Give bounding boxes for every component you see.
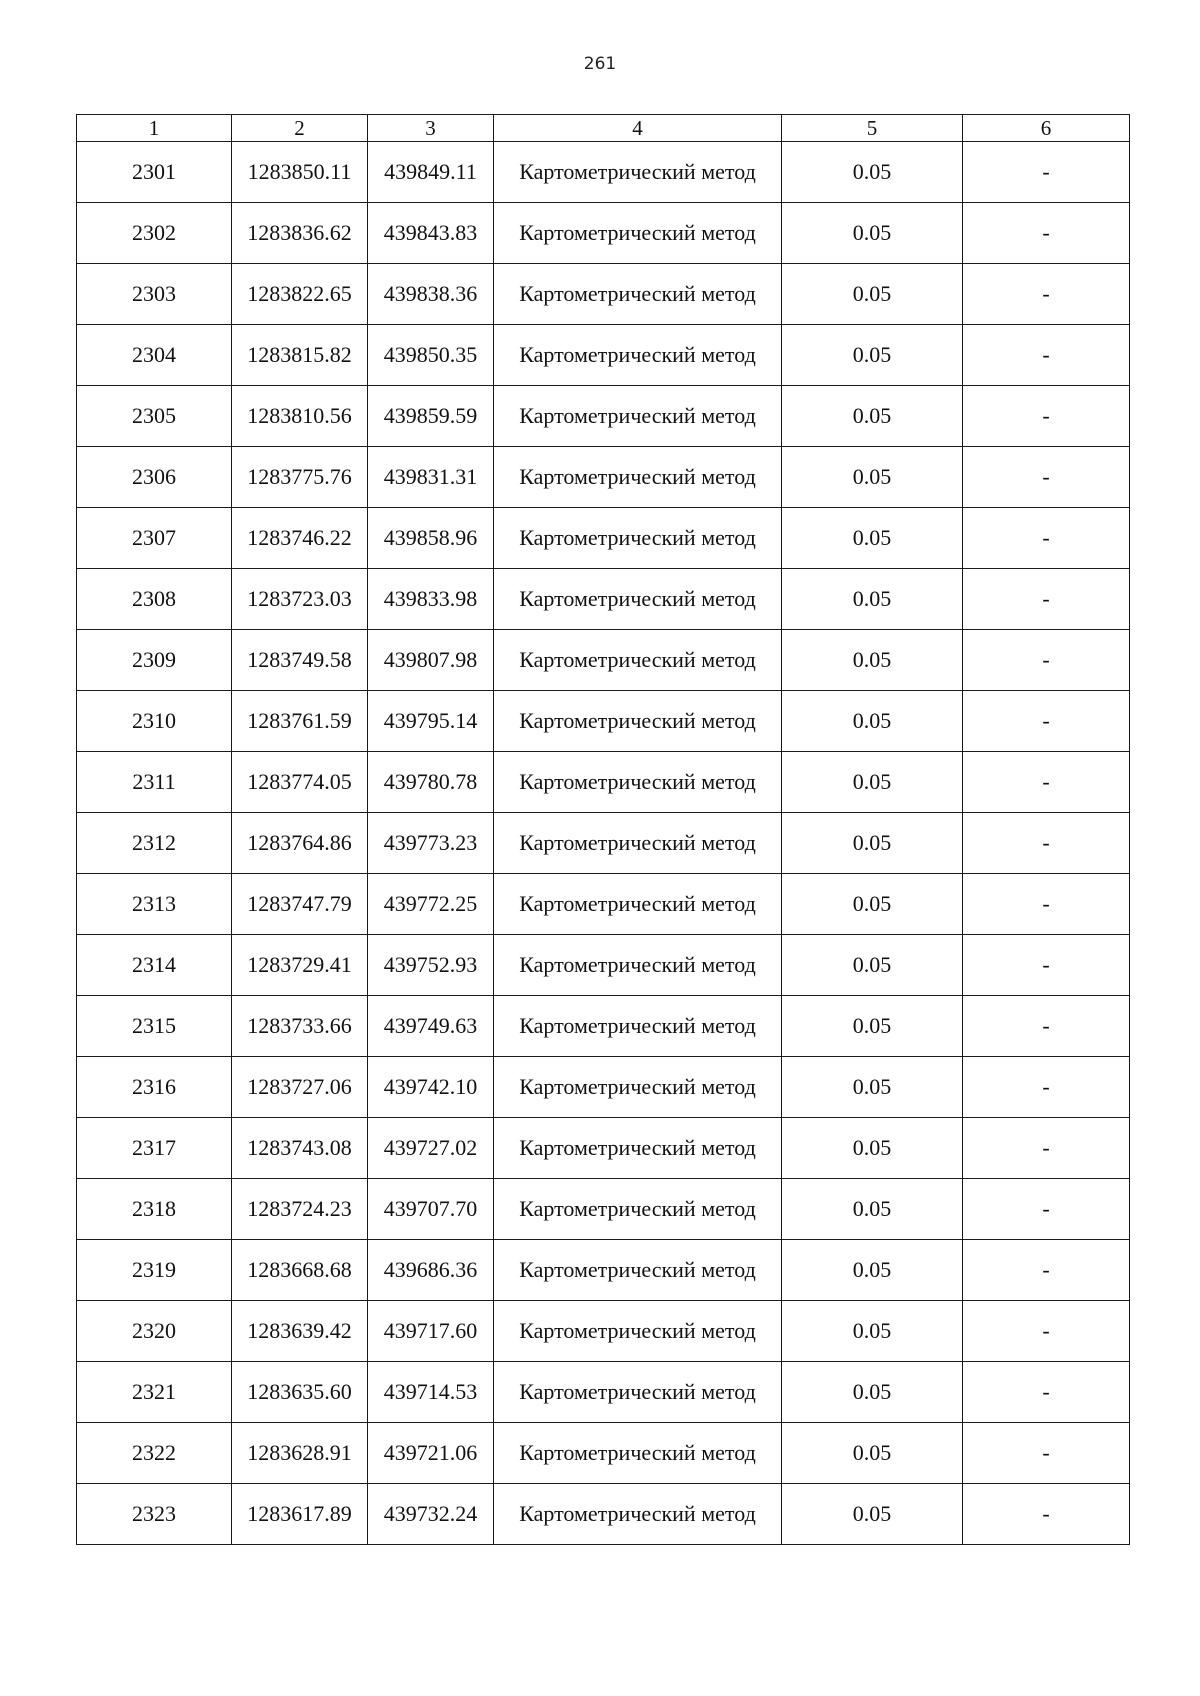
note-cell: - (963, 203, 1130, 264)
y-coordinate-cell: 439732.24 (368, 1484, 494, 1545)
table-row (77, 569, 1130, 630)
column-header-2: 2 (232, 115, 368, 142)
y-coordinate-cell: 439752.93 (368, 935, 494, 996)
table-row (77, 630, 1130, 691)
method-cell: Картометрический метод (494, 386, 782, 447)
x-coordinate-cell: 1283815.82 (232, 325, 368, 386)
table-row (77, 1362, 1130, 1423)
x-coordinate-cell: 1283822.65 (232, 264, 368, 325)
note-cell: - (963, 1057, 1130, 1118)
accuracy-cell: 0.05 (782, 630, 963, 691)
y-coordinate-cell: 439831.31 (368, 447, 494, 508)
note-cell: - (963, 1484, 1130, 1545)
x-coordinate-cell: 1283733.66 (232, 996, 368, 1057)
note-cell: - (963, 1118, 1130, 1179)
method-cell: Картометрический метод (494, 1118, 782, 1179)
method-cell: Картометрический метод (494, 752, 782, 813)
header-row (77, 115, 1130, 142)
point-number-cell: 2316 (77, 1057, 232, 1118)
note-cell: - (963, 691, 1130, 752)
table-row (77, 386, 1130, 447)
table-row (77, 142, 1130, 203)
x-coordinate-cell: 1283761.59 (232, 691, 368, 752)
accuracy-cell: 0.05 (782, 1118, 963, 1179)
method-cell: Картометрический метод (494, 813, 782, 874)
note-cell: - (963, 264, 1130, 325)
y-coordinate-cell: 439780.78 (368, 752, 494, 813)
column-header-4: 4 (494, 115, 782, 142)
table-row (77, 1057, 1130, 1118)
table-row (77, 1484, 1130, 1545)
point-number-cell: 2305 (77, 386, 232, 447)
accuracy-cell: 0.05 (782, 996, 963, 1057)
accuracy-cell: 0.05 (782, 569, 963, 630)
method-cell: Картометрический метод (494, 1362, 782, 1423)
x-coordinate-cell: 1283764.86 (232, 813, 368, 874)
method-cell: Картометрический метод (494, 691, 782, 752)
note-cell: - (963, 935, 1130, 996)
note-cell: - (963, 752, 1130, 813)
note-cell: - (963, 569, 1130, 630)
y-coordinate-cell: 439807.98 (368, 630, 494, 691)
method-cell: Картометрический метод (494, 447, 782, 508)
table-row (77, 203, 1130, 264)
method-cell: Картометрический метод (494, 935, 782, 996)
y-coordinate-cell: 439742.10 (368, 1057, 494, 1118)
table-row (77, 874, 1130, 935)
table-row (77, 508, 1130, 569)
note-cell: - (963, 1362, 1130, 1423)
table-body (77, 142, 1130, 1545)
x-coordinate-cell: 1283810.56 (232, 386, 368, 447)
accuracy-cell: 0.05 (782, 752, 963, 813)
accuracy-cell: 0.05 (782, 813, 963, 874)
accuracy-cell: 0.05 (782, 264, 963, 325)
point-number-cell: 2302 (77, 203, 232, 264)
y-coordinate-cell: 439849.11 (368, 142, 494, 203)
accuracy-cell: 0.05 (782, 691, 963, 752)
note-cell: - (963, 874, 1130, 935)
point-number-cell: 2306 (77, 447, 232, 508)
point-number-cell: 2308 (77, 569, 232, 630)
x-coordinate-cell: 1283850.11 (232, 142, 368, 203)
accuracy-cell: 0.05 (782, 935, 963, 996)
method-cell: Картометрический метод (494, 1179, 782, 1240)
note-cell: - (963, 630, 1130, 691)
x-coordinate-cell: 1283746.22 (232, 508, 368, 569)
table-row (77, 691, 1130, 752)
y-coordinate-cell: 439714.53 (368, 1362, 494, 1423)
method-cell: Картометрический метод (494, 325, 782, 386)
note-cell: - (963, 1423, 1130, 1484)
x-coordinate-cell: 1283775.76 (232, 447, 368, 508)
accuracy-cell: 0.05 (782, 1179, 963, 1240)
x-coordinate-cell: 1283639.42 (232, 1301, 368, 1362)
table-row (77, 325, 1130, 386)
method-cell: Картометрический метод (494, 142, 782, 203)
y-coordinate-cell: 439859.59 (368, 386, 494, 447)
note-cell: - (963, 996, 1130, 1057)
y-coordinate-cell: 439833.98 (368, 569, 494, 630)
accuracy-cell: 0.05 (782, 142, 963, 203)
accuracy-cell: 0.05 (782, 508, 963, 569)
point-number-cell: 2311 (77, 752, 232, 813)
y-coordinate-cell: 439843.83 (368, 203, 494, 264)
table-row (77, 1423, 1130, 1484)
table-row (77, 1301, 1130, 1362)
method-cell: Картометрический метод (494, 630, 782, 691)
method-cell: Картометрический метод (494, 264, 782, 325)
table-row (77, 752, 1130, 813)
note-cell: - (963, 447, 1130, 508)
method-cell: Картометрический метод (494, 1240, 782, 1301)
method-cell: Картометрический метод (494, 508, 782, 569)
point-number-cell: 2318 (77, 1179, 232, 1240)
x-coordinate-cell: 1283668.68 (232, 1240, 368, 1301)
column-header-1: 1 (77, 115, 232, 142)
y-coordinate-cell: 439721.06 (368, 1423, 494, 1484)
accuracy-cell: 0.05 (782, 325, 963, 386)
point-number-cell: 2320 (77, 1301, 232, 1362)
y-coordinate-cell: 439717.60 (368, 1301, 494, 1362)
note-cell: - (963, 508, 1130, 569)
table-row (77, 264, 1130, 325)
accuracy-cell: 0.05 (782, 1423, 963, 1484)
table-row (77, 1118, 1130, 1179)
accuracy-cell: 0.05 (782, 1301, 963, 1362)
point-number-cell: 2315 (77, 996, 232, 1057)
note-cell: - (963, 1301, 1130, 1362)
accuracy-cell: 0.05 (782, 447, 963, 508)
y-coordinate-cell: 439727.02 (368, 1118, 494, 1179)
note-cell: - (963, 325, 1130, 386)
x-coordinate-cell: 1283774.05 (232, 752, 368, 813)
point-number-cell: 2310 (77, 691, 232, 752)
point-number-cell: 2321 (77, 1362, 232, 1423)
point-number-cell: 2304 (77, 325, 232, 386)
point-number-cell: 2309 (77, 630, 232, 691)
y-coordinate-cell: 439858.96 (368, 508, 494, 569)
point-number-cell: 2322 (77, 1423, 232, 1484)
x-coordinate-cell: 1283836.62 (232, 203, 368, 264)
x-coordinate-cell: 1283743.08 (232, 1118, 368, 1179)
x-coordinate-cell: 1283635.60 (232, 1362, 368, 1423)
point-number-cell: 2314 (77, 935, 232, 996)
table-row (77, 813, 1130, 874)
note-cell: - (963, 1179, 1130, 1240)
y-coordinate-cell: 439773.23 (368, 813, 494, 874)
note-cell: - (963, 1240, 1130, 1301)
note-cell: - (963, 142, 1130, 203)
point-number-cell: 2307 (77, 508, 232, 569)
point-number-cell: 2317 (77, 1118, 232, 1179)
x-coordinate-cell: 1283727.06 (232, 1057, 368, 1118)
x-coordinate-cell: 1283724.23 (232, 1179, 368, 1240)
method-cell: Картометрический метод (494, 1484, 782, 1545)
point-number-cell: 2313 (77, 874, 232, 935)
y-coordinate-cell: 439838.36 (368, 264, 494, 325)
accuracy-cell: 0.05 (782, 874, 963, 935)
x-coordinate-cell: 1283747.79 (232, 874, 368, 935)
column-header-5: 5 (782, 115, 963, 142)
method-cell: Картометрический метод (494, 1423, 782, 1484)
method-cell: Картометрический метод (494, 1057, 782, 1118)
point-number-cell: 2301 (77, 142, 232, 203)
y-coordinate-cell: 439749.63 (368, 996, 494, 1057)
point-number-cell: 2323 (77, 1484, 232, 1545)
table-row (77, 1179, 1130, 1240)
method-cell: Картометрический метод (494, 203, 782, 264)
point-number-cell: 2303 (77, 264, 232, 325)
note-cell: - (963, 813, 1130, 874)
y-coordinate-cell: 439707.70 (368, 1179, 494, 1240)
coordinates-table (76, 114, 1130, 1545)
point-number-cell: 2319 (77, 1240, 232, 1301)
x-coordinate-cell: 1283749.58 (232, 630, 368, 691)
method-cell: Картометрический метод (494, 996, 782, 1057)
column-header-6: 6 (963, 115, 1130, 142)
x-coordinate-cell: 1283628.91 (232, 1423, 368, 1484)
table-row (77, 935, 1130, 996)
x-coordinate-cell: 1283723.03 (232, 569, 368, 630)
table-row (77, 447, 1130, 508)
y-coordinate-cell: 439795.14 (368, 691, 494, 752)
point-number-cell: 2312 (77, 813, 232, 874)
table-row (77, 1240, 1130, 1301)
method-cell: Картометрический метод (494, 1301, 782, 1362)
y-coordinate-cell: 439686.36 (368, 1240, 494, 1301)
page-number: 261 (583, 54, 617, 74)
method-cell: Картометрический метод (494, 569, 782, 630)
y-coordinate-cell: 439850.35 (368, 325, 494, 386)
column-header-3: 3 (368, 115, 494, 142)
y-coordinate-cell: 439772.25 (368, 874, 494, 935)
note-cell: - (963, 386, 1130, 447)
method-cell: Картометрический метод (494, 874, 782, 935)
table-row (77, 996, 1130, 1057)
accuracy-cell: 0.05 (782, 1362, 963, 1423)
x-coordinate-cell: 1283617.89 (232, 1484, 368, 1545)
accuracy-cell: 0.05 (782, 1240, 963, 1301)
accuracy-cell: 0.05 (782, 1057, 963, 1118)
x-coordinate-cell: 1283729.41 (232, 935, 368, 996)
accuracy-cell: 0.05 (782, 203, 963, 264)
accuracy-cell: 0.05 (782, 1484, 963, 1545)
table-header (77, 115, 1130, 142)
accuracy-cell: 0.05 (782, 386, 963, 447)
